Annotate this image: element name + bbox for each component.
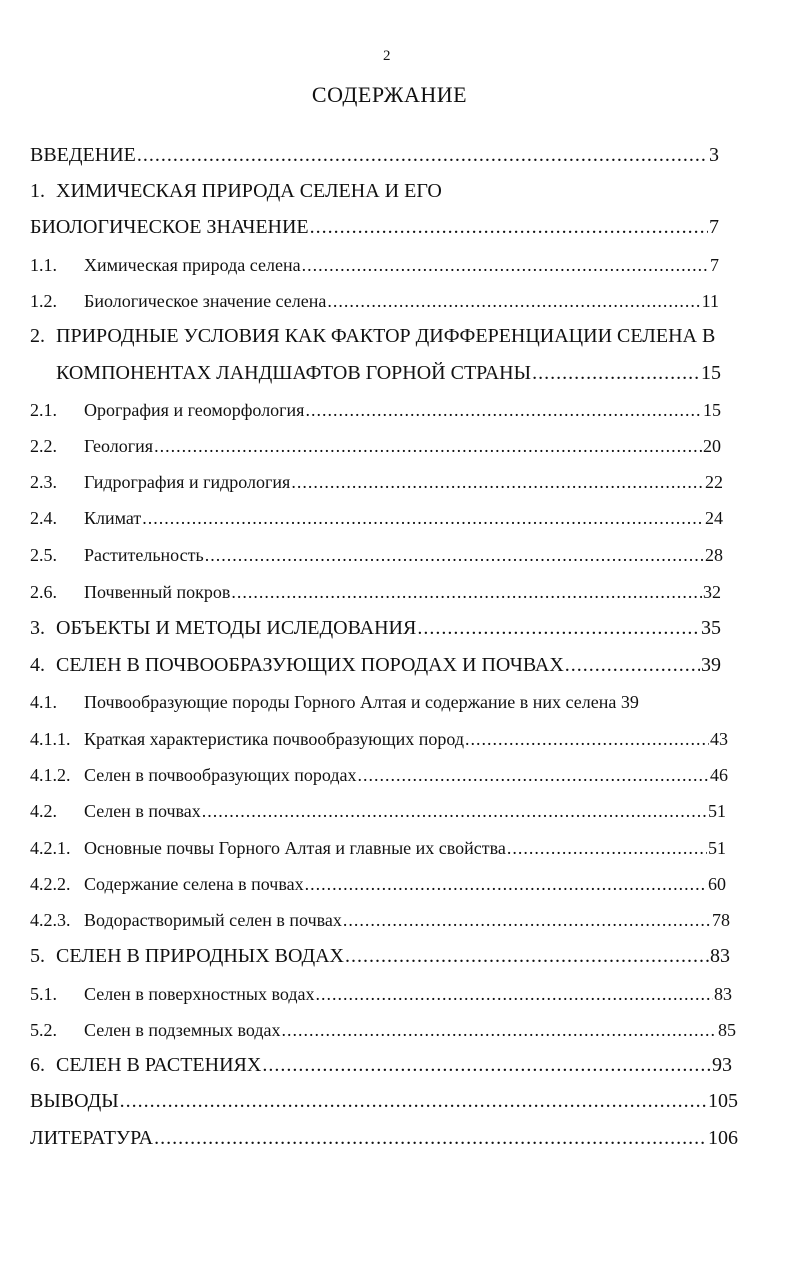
toc-entry-title: Орография и геоморфология (84, 400, 305, 420)
toc-entry-title: Растительность (84, 545, 204, 565)
dot-leader (137, 144, 708, 167)
toc-entry-title: Климат (84, 508, 142, 528)
dot-leader (205, 545, 704, 566)
toc-entry-number: 4.1.2. (30, 765, 71, 785)
toc-entry-title: Селен в почвах (84, 801, 201, 821)
toc-entry-page: 24 (705, 508, 723, 528)
dot-leader (316, 984, 713, 1005)
toc-entry[interactable] (30, 545, 723, 566)
toc-entry-page: 60 (708, 874, 726, 894)
dot-leader (302, 255, 709, 276)
toc-entry-title: Почвообразующие породы Горного Алтая и содержание в них селена 39 (84, 692, 639, 712)
dot-leader (282, 1020, 717, 1041)
toc-entry-number: 3. (30, 617, 45, 639)
toc-entry-page: 7 (710, 255, 719, 275)
toc-entry[interactable] (30, 984, 732, 1005)
toc-entry-number: 2.5. (30, 545, 57, 565)
toc-entry-page: 3 (709, 144, 719, 166)
toc-entry-title: ЛИТЕРАТУРА (30, 1127, 154, 1149)
toc-entry-title: Содержание селена в почвах (84, 874, 304, 894)
toc-entry[interactable] (30, 838, 726, 859)
toc-entry-title: ОБЪЕКТЫ И МЕТОДЫ ИСЛЕДОВАНИЯ (56, 617, 417, 639)
dot-leader (507, 838, 707, 859)
toc-entry-page: 106 (708, 1127, 738, 1149)
dot-leader (565, 654, 700, 677)
toc-entry-title: БИОЛОГИЧЕСКОЕ ЗНАЧЕНИЕ (30, 216, 309, 238)
toc-entry[interactable] (30, 692, 750, 713)
dot-leader (291, 472, 704, 493)
toc-entry-number: 5. (30, 945, 45, 967)
toc-entry[interactable] (30, 325, 770, 348)
toc-entry-page: 39 (701, 654, 721, 676)
toc-entry-title: Биологическое значение селена (84, 291, 327, 311)
toc-entry-number: 4. (30, 654, 45, 676)
toc-entry[interactable] (30, 472, 723, 493)
toc-entry[interactable] (30, 582, 721, 603)
toc-entry[interactable] (30, 945, 730, 968)
toc-entry-page: 93 (712, 1054, 732, 1076)
dot-leader (532, 362, 700, 385)
toc-entry-title: СЕЛЕН В ПОЧВООБРАЗУЮЩИХ ПОРОДАХ И ПОЧВАХ (56, 654, 564, 676)
toc-entry-title: Основные почвы Горного Алтая и главные их свойства (84, 838, 506, 858)
toc-entry-number: 1.2. (30, 291, 57, 311)
toc-entry[interactable] (30, 654, 721, 677)
dot-leader (327, 291, 700, 312)
toc-entry-page: 83 (710, 945, 730, 967)
toc-entry-title: ПРИРОДНЫЕ УСЛОВИЯ КАК ФАКТОР ДИФФЕРЕНЦИАЦИИ СЕЛЕНА В (56, 325, 716, 347)
toc-entry[interactable] (30, 400, 721, 421)
toc-entry-number: 4.2. (30, 801, 57, 821)
dot-leader (358, 765, 710, 786)
toc-entry-title: Водорастворимый селен в почвах (84, 910, 342, 930)
toc-entry-title: Почвенный покров (84, 582, 231, 602)
dot-leader (120, 1090, 707, 1113)
toc-entry-title: Селен в почвообразующих породах (84, 765, 357, 785)
toc-entry-page: 22 (705, 472, 723, 492)
toc-entry-number: 4.2.1. (30, 838, 71, 858)
toc-entry-page: 51 (708, 801, 726, 821)
toc-entry-page: 35 (701, 617, 721, 639)
toc-entry-title: ВЫВОДЫ (30, 1090, 119, 1112)
toc-entry-title: СЕЛЕН В РАСТЕНИЯХ (56, 1054, 262, 1076)
toc-entry-title: ХИМИЧЕСКАЯ ПРИРОДА СЕЛЕНА И ЕГО (56, 180, 442, 202)
toc-entry-title: Химическая природа селена (84, 255, 301, 275)
toc-entry-number: 2. (30, 325, 45, 347)
toc-entry-page: 46 (710, 765, 728, 785)
dot-leader (305, 400, 702, 421)
toc-entry[interactable] (30, 765, 728, 786)
dot-leader (345, 945, 709, 968)
toc-entry-page: 15 (701, 362, 721, 384)
toc-entry-number: 4.1.1. (30, 729, 71, 749)
toc-entry[interactable] (30, 436, 721, 457)
toc-entry[interactable] (30, 910, 730, 931)
toc-entry-page: 20 (703, 436, 721, 456)
dot-leader (154, 1127, 707, 1150)
toc-entry[interactable] (56, 362, 721, 385)
toc-entry-page: 51 (708, 838, 726, 858)
dot-leader (231, 582, 702, 603)
toc-entry-title: СЕЛЕН В ПРИРОДНЫХ ВОДАХ (56, 945, 344, 967)
toc-entry-page: 32 (703, 582, 721, 602)
toc-entry-title: Селен в подземных водах (84, 1020, 281, 1040)
toc-entry[interactable] (30, 729, 728, 750)
dot-leader (310, 216, 708, 239)
toc-entry[interactable] (30, 180, 730, 203)
page-title: СОДЕРЖАНИЕ (311, 82, 468, 107)
toc-entry-page: 83 (714, 984, 732, 1004)
toc-entry-number: 2.1. (30, 400, 57, 420)
toc-entry[interactable] (30, 1020, 736, 1041)
toc-entry[interactable] (30, 874, 726, 895)
dot-leader (417, 617, 700, 640)
toc-entry-title: КОМПОНЕНТАХ ЛАНДШАФТОВ ГОРНОЙ СТРАНЫ (56, 362, 532, 384)
toc-entry[interactable] (30, 144, 719, 167)
toc-entry-number: 1. (30, 180, 45, 202)
toc-entry-page: 15 (703, 400, 721, 420)
toc-entry-number: 2.6. (30, 582, 57, 602)
toc-entry-number: 4.1. (30, 692, 57, 712)
page-number: 2 (383, 48, 391, 64)
toc-entry[interactable] (30, 508, 723, 529)
dot-leader (465, 729, 709, 750)
toc-entry-number: 6. (30, 1054, 45, 1076)
toc-entry[interactable] (30, 1127, 738, 1150)
toc-entry-page: 85 (718, 1020, 736, 1040)
toc-entry-number: 5.1. (30, 984, 57, 1004)
toc-entry-number: 2.4. (30, 508, 57, 528)
toc-entry-number: 5.2. (30, 1020, 57, 1040)
toc-entry-number: 2.2. (30, 436, 57, 456)
toc-entry[interactable] (30, 291, 719, 312)
toc-entry[interactable] (30, 255, 719, 276)
toc-entry-page: 43 (710, 729, 728, 749)
toc-entry-number: 4.2.2. (30, 874, 71, 894)
toc-entry-title: Гидрография и гидрология (84, 472, 291, 492)
dot-leader (305, 874, 707, 895)
toc-entry-number: 4.2.3. (30, 910, 71, 930)
dot-leader (202, 801, 707, 822)
toc-entry[interactable] (30, 1054, 732, 1077)
toc-entry-page: 28 (705, 545, 723, 565)
toc-entry-title: Селен в поверхностных водах (84, 984, 315, 1004)
toc-entry-page: 78 (712, 910, 730, 930)
toc-entry[interactable] (30, 216, 719, 239)
toc-entry[interactable] (30, 617, 721, 640)
dot-leader (343, 910, 711, 931)
dot-leader (142, 508, 704, 529)
toc-entry[interactable] (30, 1090, 738, 1113)
dot-leader (154, 436, 702, 457)
dot-leader (262, 1054, 711, 1077)
toc-entry-page: 7 (709, 216, 719, 238)
toc-entry-title: Геология (84, 436, 154, 456)
toc-entry-title: Краткая характеристика почвообразующих пород (84, 729, 465, 749)
toc-entry-page: 105 (708, 1090, 738, 1112)
toc-entry-title: ВВЕДЕНИЕ (30, 144, 136, 166)
toc-entry-number: 1.1. (30, 255, 57, 275)
toc-entry[interactable] (30, 801, 726, 822)
toc-entry-number: 2.3. (30, 472, 57, 492)
toc-entry-page: 11 (701, 291, 719, 311)
